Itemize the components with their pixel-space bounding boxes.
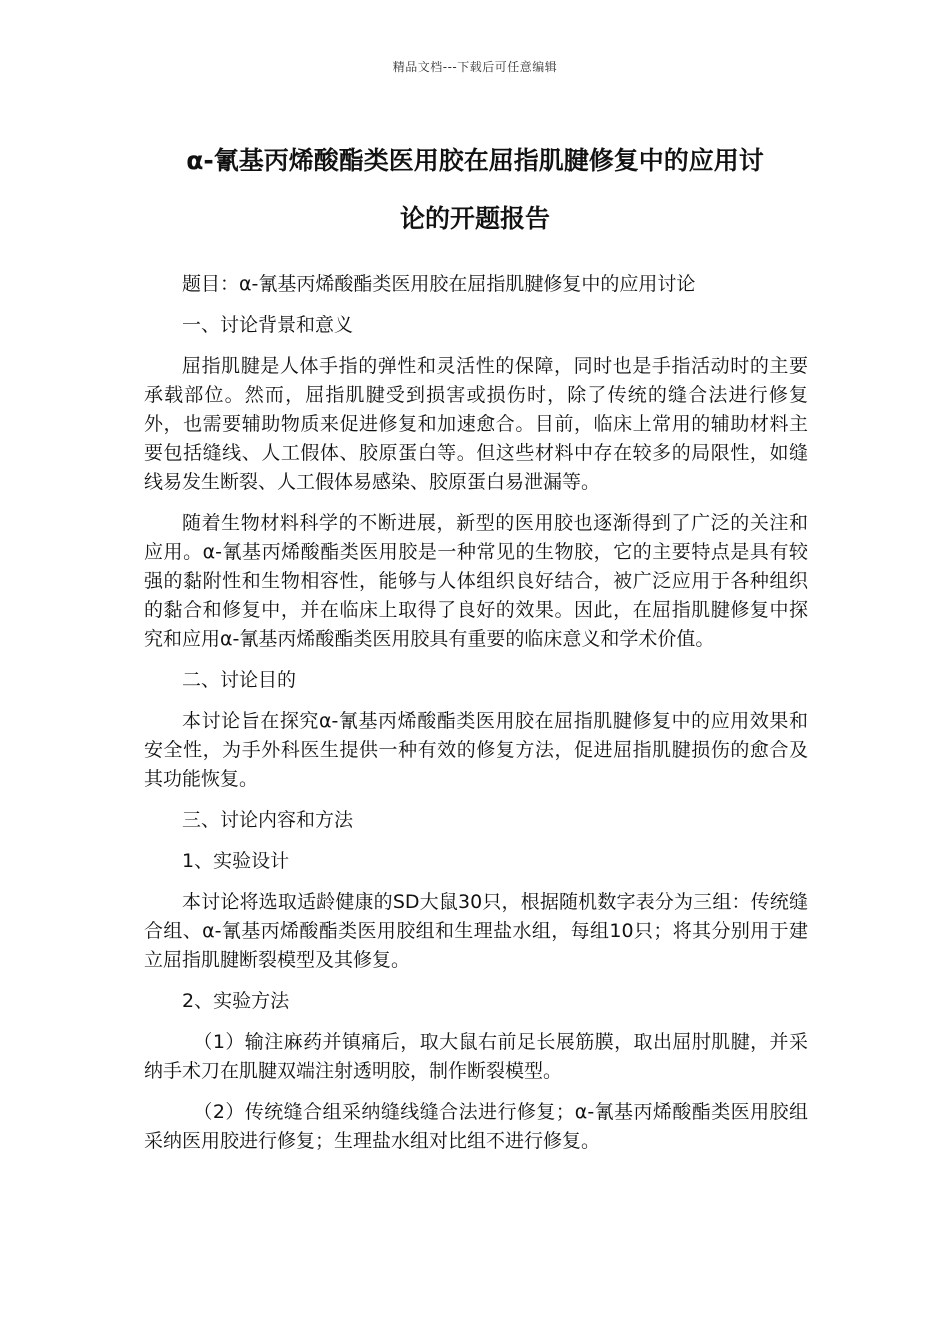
subsection-heading-design: 1、实验设计 xyxy=(182,850,290,872)
paragraph-design: 本讨论将选取适龄健康的SD大鼠30只，根据随机数字表分为三组：传统缝合组、α-氰基丙烯酸酯类医用胶组和生理盐水组，每组10只；将其分别用于建立屈指肌腱断裂模型及其修复。 xyxy=(144,891,808,971)
title-line-1: α-氰基丙烯酸酯类医用胶在屈指肌腱修复中的应用讨 xyxy=(186,146,764,175)
document-title xyxy=(140,132,810,248)
paragraph-purpose: 本讨论旨在探究α-氰基丙烯酸酯类医用胶在屈指肌腱修复中的应用效果和安全性，为手外科医生提供一种有效的修复方法，促进屈指肌腱损伤的愈合及其功能恢复。 xyxy=(144,710,808,790)
header-note: 精品文档---下载后可任意编辑 xyxy=(392,60,558,74)
document-body xyxy=(144,270,808,1168)
section-heading-background: 一、讨论背景和意义 xyxy=(182,314,354,336)
method-step-2: （2）传统缝合组采纳缝线缝合法进行修复；α-氰基丙烯酸酯类医用胶组采纳医用胶进行修复；生理盐水组对比组不进行修复。 xyxy=(144,1101,808,1152)
paragraph-background-1: 屈指肌腱是人体手指的弹性和灵活性的保障，同时也是手指活动时的主要承载部位。然而，屈指肌腱受到损害或损伤时，除了传统的缝合法进行修复外，也需要辅助物质来促进修复和加速愈合。目前，临床上常用的辅助材料主要包括缝线、人工假体、胶原蛋白等。但这些材料中存在较多的局限性，如缝线易发生断裂、人工假体易感染、胶原蛋白易泄漏等。 xyxy=(144,355,808,493)
method-step-1: （1）输注麻药并镇痛后，取大鼠右前足长展筋膜，取出屈肘肌腱，并采纳手术刀在肌腱双端注射透明胶，制作断裂模型。 xyxy=(144,1031,808,1082)
paragraph-background-2: 随着生物材料科学的不断进展，新型的医用胶也逐渐得到了广泛的关注和应用。α-氰基丙烯酸酯类医用胶是一种常见的生物胶，它的主要特点是具有较强的黏附性和生物相容性，能够与人体组织良好结合，被广泛应用于各种组织的黏合和修复中，并在临床上取得了良好的效果。因此，在屈指肌腱修复中探究和应用α-氰基丙烯酸酯类医用胶具有重要的临床意义和学术价值。 xyxy=(144,512,808,650)
section-heading-purpose: 二、讨论目的 xyxy=(182,669,297,691)
section-heading-methods: 三、讨论内容和方法 xyxy=(182,809,354,831)
subsection-heading-method: 2、实验方法 xyxy=(182,990,290,1012)
subject-line: 题目：α-氰基丙烯酸酯类医用胶在屈指肌腱修复中的应用讨论 xyxy=(182,273,696,295)
title-line-2: 论的开题报告 xyxy=(399,204,550,233)
